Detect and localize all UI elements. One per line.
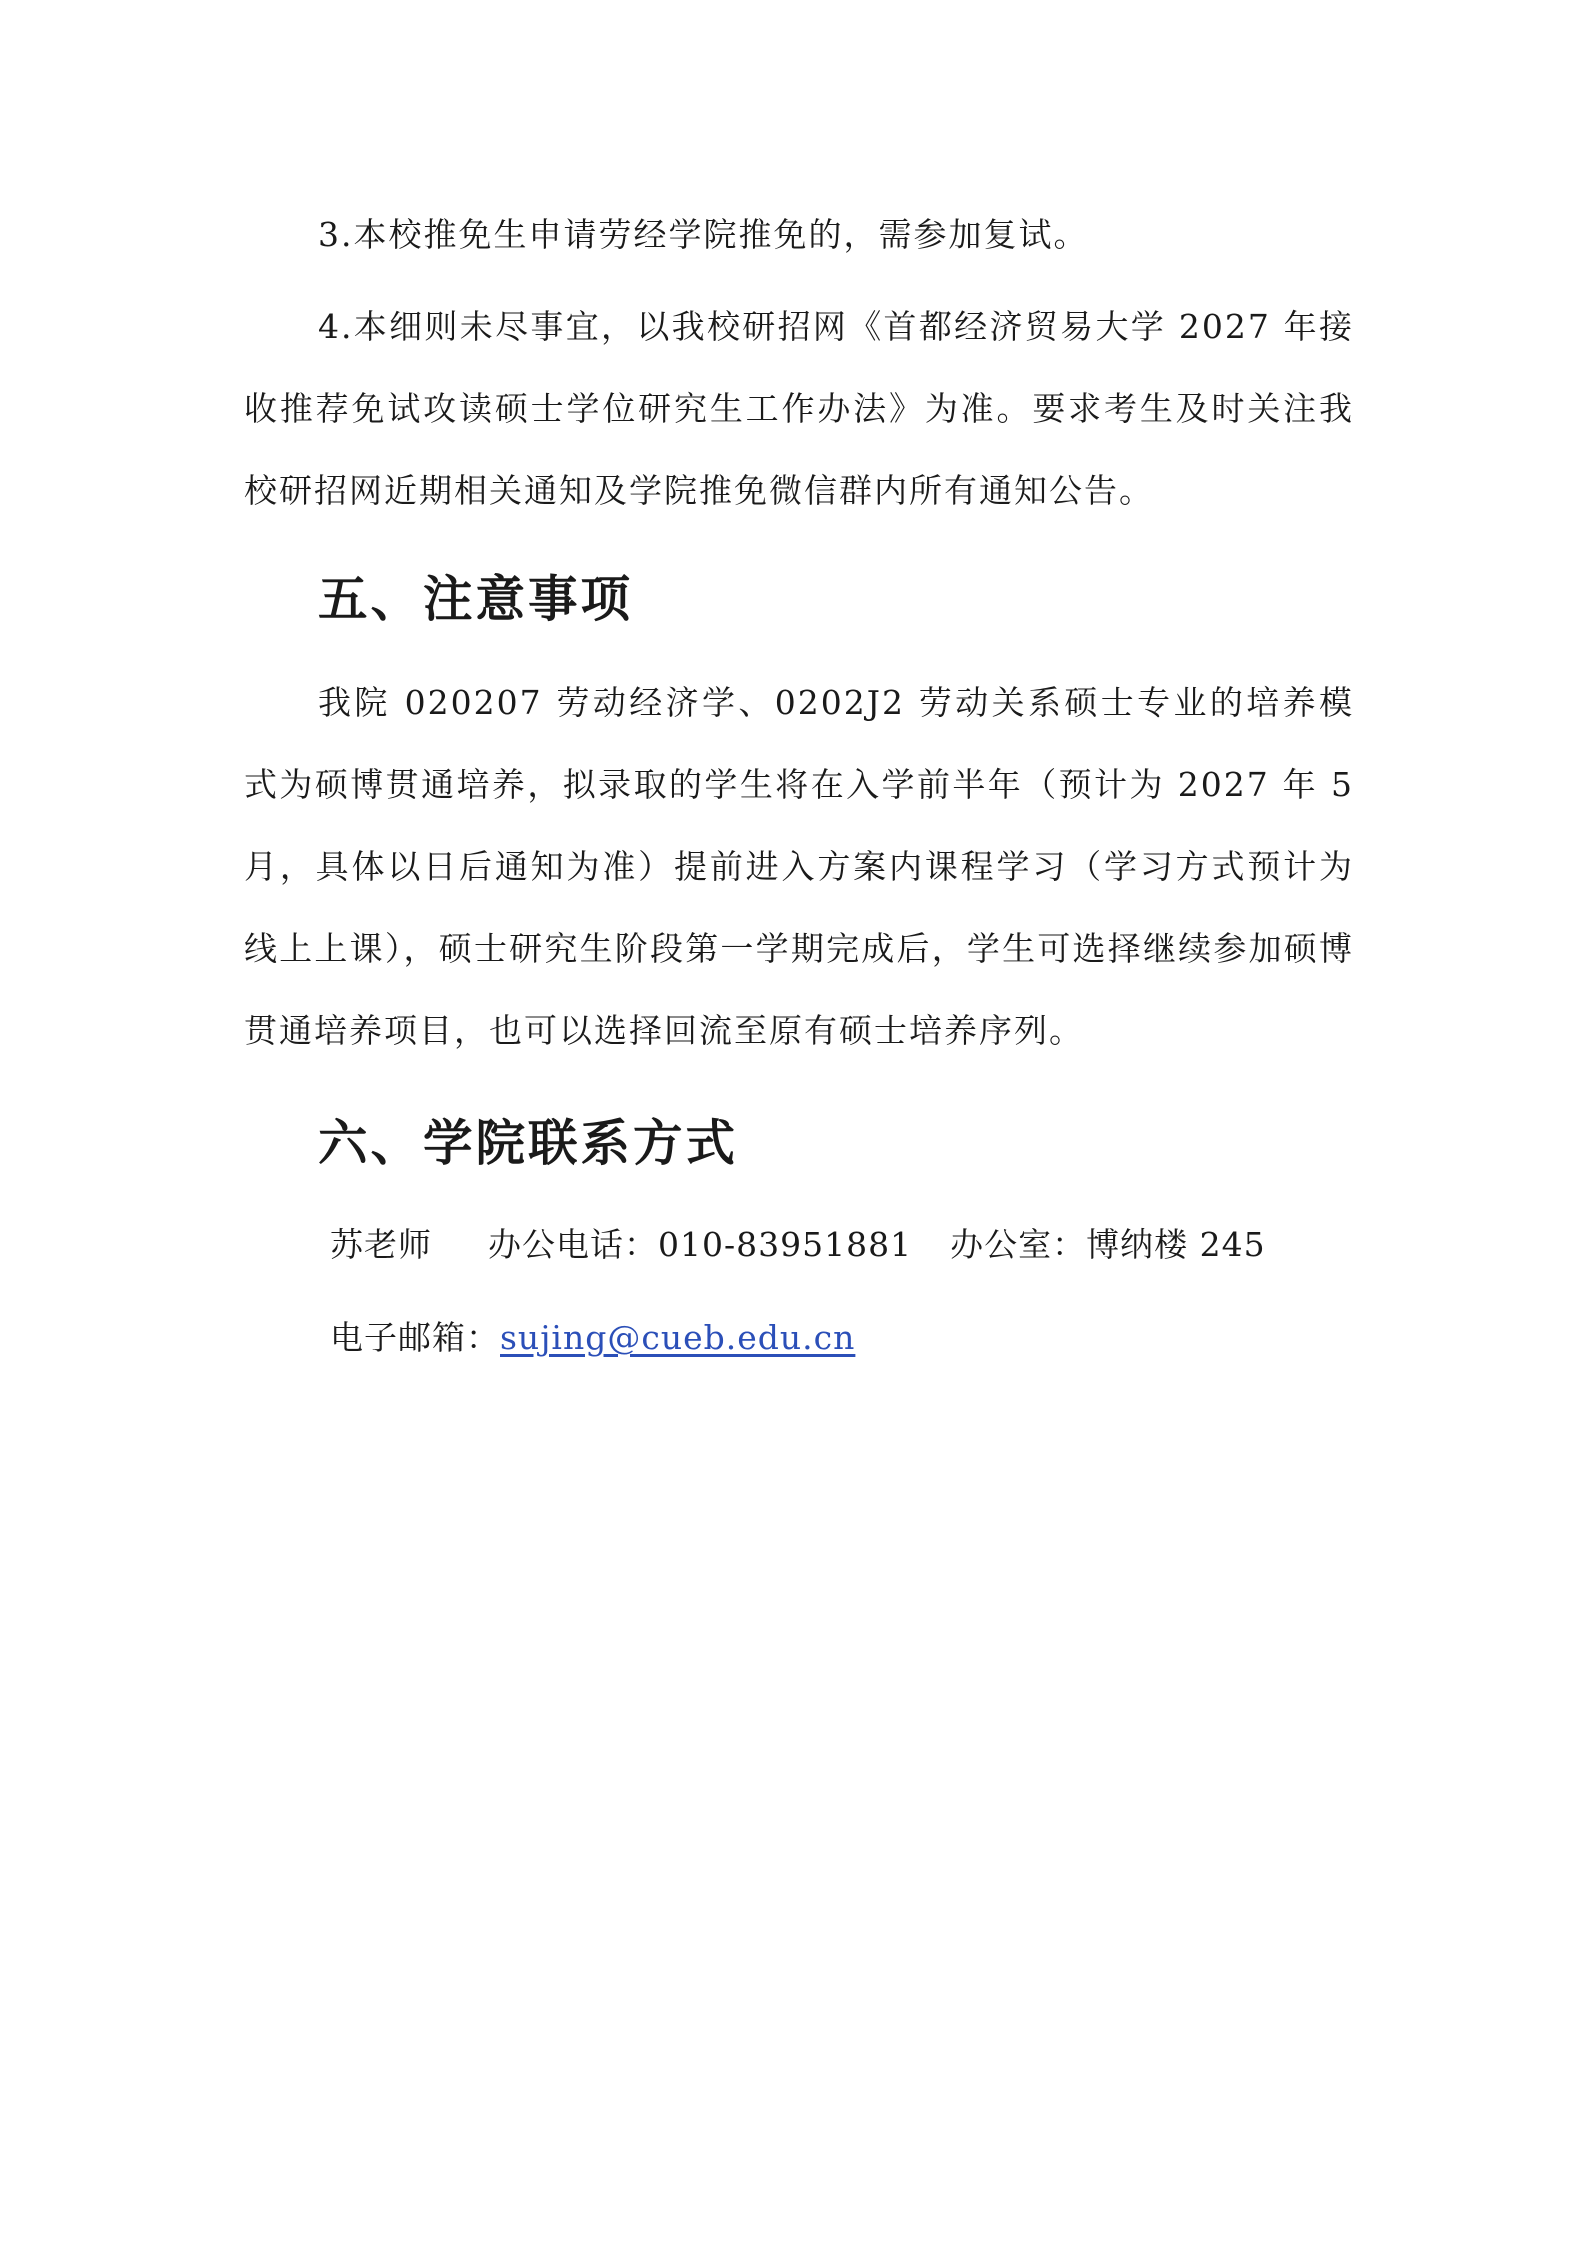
section-5-block — [244, 558, 1354, 640]
item-3-block — [244, 194, 1354, 276]
contact-line-2 — [330, 1293, 855, 1383]
section-5-body: 我院 020207 劳动经济学、0202J2 劳动关系硕士专业的培养模式为硕博贯通培养，拟录取的学生将在入学前半年（预计为 2027 年 5 月，具体以日后通知为准）提前进入方案内课程学习（学习方式预计为线上上课），硕士研究生阶段第一学期完成后，学生可选择继续参加硕博贯通培养项目，也可以选择回流至原有硕士培养序列。 — [244, 683, 1354, 1050]
section-5-body-block — [244, 662, 1354, 1072]
section-5-heading: 五、注意事项 — [318, 570, 633, 628]
email-link[interactable]: sujing@cueb.edu.cn — [500, 1318, 856, 1357]
phone-label: 办公电话： — [488, 1225, 658, 1264]
email-label: 电子邮箱： — [330, 1318, 500, 1357]
section-6-block — [244, 1102, 1354, 1184]
item-4-block — [244, 286, 1354, 532]
item-3-text: 3.本校推免生申请劳经学院推免的，需参加复试。 — [318, 215, 1089, 254]
contact-name: 苏老师 — [330, 1225, 432, 1264]
phone-number: 010-83951881 — [658, 1225, 913, 1264]
contact-line-1 — [330, 1200, 1266, 1290]
item-4-text: 4.本细则未尽事宜，以我校研招网《首都经济贸易大学 2027 年接收推荐免试攻读硕士学位研究生工作办法》为准。要求考生及时关注我校研招网近期相关通知及学院推免微信群内所有通知公告。 — [244, 307, 1354, 510]
office-location: 博纳楼 245 — [1086, 1225, 1266, 1264]
section-6-heading: 六、学院联系方式 — [318, 1114, 738, 1172]
office-label: 办公室： — [950, 1225, 1087, 1264]
